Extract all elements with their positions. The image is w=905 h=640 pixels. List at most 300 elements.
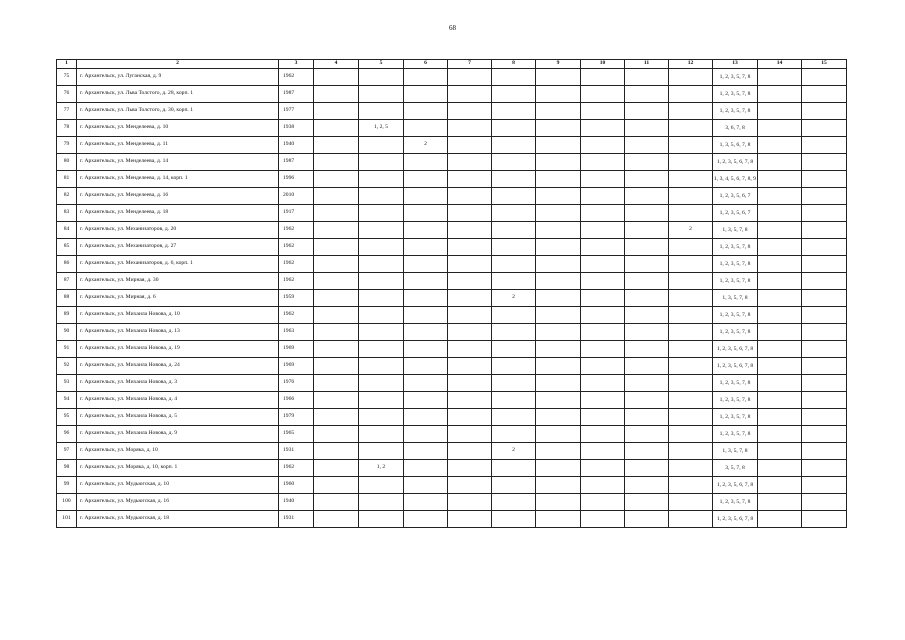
table-cell-col-13: 1, 2, 3, 5, 7, 8 xyxy=(713,256,758,273)
table-cell-col-11 xyxy=(625,222,669,239)
table-cell-col-4 xyxy=(314,511,359,528)
table-cell-col-13: 1, 2, 3, 5, 7, 8 xyxy=(713,324,758,341)
table-cell-col-6 xyxy=(404,290,448,307)
table-cell-col-7 xyxy=(448,358,492,375)
table-cell-col-1: 93 xyxy=(57,375,77,392)
table-row xyxy=(57,171,847,188)
table-cell-col-7 xyxy=(448,477,492,494)
table-cell-col-10 xyxy=(581,375,625,392)
table-cell-col-4 xyxy=(314,188,359,205)
table-cell-col-6 xyxy=(404,188,448,205)
table-cell-col-14 xyxy=(758,171,802,188)
table-cell-col-9 xyxy=(536,477,581,494)
table-cell-col-12 xyxy=(669,375,713,392)
table-cell-col-7 xyxy=(448,426,492,443)
table-cell-col-1: 88 xyxy=(57,290,77,307)
table-cell-col-1: 86 xyxy=(57,256,77,273)
table-cell-col-5 xyxy=(359,307,404,324)
table-cell-col-15 xyxy=(802,477,847,494)
table-cell-col-9 xyxy=(536,460,581,477)
table-cell-col-12 xyxy=(669,324,713,341)
table-cell-col-6 xyxy=(404,511,448,528)
table-cell-col-8 xyxy=(492,239,536,256)
table-cell-col-15 xyxy=(802,358,847,375)
table-cell-col-4 xyxy=(314,324,359,341)
table-cell-col-8 xyxy=(492,426,536,443)
table-cell-col-7 xyxy=(448,273,492,290)
table-cell-col-4 xyxy=(314,443,359,460)
table-cell-col-2: г. Архангельск, ул. Льва Толстого, д. 30, корп. 1 xyxy=(77,103,279,120)
table-cell-col-15 xyxy=(802,494,847,511)
table-cell-col-4 xyxy=(314,171,359,188)
table-cell-col-1: 77 xyxy=(57,103,77,120)
column-header-12: 12 xyxy=(669,60,713,69)
table-cell-col-15 xyxy=(802,307,847,324)
table-cell-col-11 xyxy=(625,154,669,171)
table-cell-col-3: 1962 xyxy=(279,460,314,477)
table-cell-col-5 xyxy=(359,409,404,426)
table-cell-col-10 xyxy=(581,511,625,528)
table-cell-col-6: 2 xyxy=(404,137,448,154)
table-cell-col-5 xyxy=(359,239,404,256)
table-cell-col-8 xyxy=(492,494,536,511)
table-cell-col-7 xyxy=(448,69,492,86)
table-cell-col-8 xyxy=(492,256,536,273)
table-cell-col-12 xyxy=(669,137,713,154)
table-cell-col-3: 1960 xyxy=(279,477,314,494)
table-cell-col-13: 3, 5, 7, 8 xyxy=(713,460,758,477)
table-cell-col-4 xyxy=(314,239,359,256)
table-cell-col-8 xyxy=(492,375,536,392)
table-cell-col-14 xyxy=(758,460,802,477)
table-cell-col-4 xyxy=(314,256,359,273)
table-cell-col-7 xyxy=(448,511,492,528)
table-cell-col-3: 1966 xyxy=(279,392,314,409)
table-cell-col-11 xyxy=(625,86,669,103)
table-cell-col-14 xyxy=(758,222,802,239)
table-cell-col-13: 1, 2, 3, 5, 6, 7 xyxy=(713,188,758,205)
table-cell-col-2: г. Архангельск, ул. Михаила Новова, д. 3 xyxy=(77,375,279,392)
table-cell-col-11 xyxy=(625,69,669,86)
table-cell-col-12 xyxy=(669,69,713,86)
table-cell-col-8: 2 xyxy=(492,443,536,460)
table-cell-col-14 xyxy=(758,426,802,443)
table-cell-col-12 xyxy=(669,273,713,290)
table-cell-col-1: 75 xyxy=(57,69,77,86)
table-cell-col-14 xyxy=(758,69,802,86)
table-cell-col-7 xyxy=(448,494,492,511)
table-cell-col-14 xyxy=(758,511,802,528)
table-cell-col-13: 1, 2, 3, 5, 6, 7, 8 xyxy=(713,511,758,528)
table-cell-col-3: 1962 xyxy=(279,239,314,256)
table-cell-col-1: 97 xyxy=(57,443,77,460)
table-cell-col-8 xyxy=(492,120,536,137)
table-cell-col-14 xyxy=(758,137,802,154)
table-cell-col-12 xyxy=(669,494,713,511)
table-cell-col-12 xyxy=(669,307,713,324)
table-cell-col-1: 94 xyxy=(57,392,77,409)
table-cell-col-2: г. Архангельск, ул. Мирная, д. 6 xyxy=(77,290,279,307)
table-cell-col-6 xyxy=(404,273,448,290)
table-cell-col-4 xyxy=(314,137,359,154)
table-cell-col-3: 1931 xyxy=(279,511,314,528)
table-cell-col-11 xyxy=(625,341,669,358)
table-cell-col-11 xyxy=(625,120,669,137)
table-cell-col-15 xyxy=(802,375,847,392)
table-row xyxy=(57,494,847,511)
table-cell-col-12 xyxy=(669,511,713,528)
table-cell-col-11 xyxy=(625,358,669,375)
table-row xyxy=(57,324,847,341)
table-cell-col-10 xyxy=(581,154,625,171)
table-cell-col-15 xyxy=(802,341,847,358)
table-cell-col-10 xyxy=(581,443,625,460)
table-cell-col-2: г. Архангельск, ул. Механизаторов, д. 27 xyxy=(77,239,279,256)
table-cell-col-1: 76 xyxy=(57,86,77,103)
table-cell-col-13: 1, 3, 5, 7, 8 xyxy=(713,222,758,239)
table-cell-col-8 xyxy=(492,205,536,222)
table-cell-col-7 xyxy=(448,375,492,392)
table-cell-col-10 xyxy=(581,222,625,239)
table-cell-col-15 xyxy=(802,205,847,222)
table-cell-col-10 xyxy=(581,341,625,358)
table-cell-col-15 xyxy=(802,86,847,103)
table-cell-col-13: 1, 2, 3, 5, 6, 7, 8 xyxy=(713,154,758,171)
table-row xyxy=(57,239,847,256)
table-cell-col-13: 3, 6, 7, 8 xyxy=(713,120,758,137)
table-cell-col-14 xyxy=(758,375,802,392)
table-cell-col-9 xyxy=(536,171,581,188)
table-cell-col-1: 84 xyxy=(57,222,77,239)
table-cell-col-11 xyxy=(625,307,669,324)
table-cell-col-12 xyxy=(669,86,713,103)
table-cell-col-8 xyxy=(492,273,536,290)
table-cell-col-2: г. Архангельск, ул. Мудьюгская, д. 18 xyxy=(77,511,279,528)
table-cell-col-9 xyxy=(536,222,581,239)
table-cell-col-2: г. Архангельск, ул. Механизаторов, д. 20 xyxy=(77,222,279,239)
table-cell-col-6 xyxy=(404,494,448,511)
column-header-2: 2 xyxy=(77,60,279,69)
table-cell-col-8 xyxy=(492,324,536,341)
table-cell-col-15 xyxy=(802,443,847,460)
table-cell-col-12 xyxy=(669,188,713,205)
table-cell-col-3: 1917 xyxy=(279,205,314,222)
table-cell-col-6 xyxy=(404,154,448,171)
table-cell-col-4 xyxy=(314,392,359,409)
table-cell-col-1: 91 xyxy=(57,341,77,358)
table-cell-col-2: г. Архангельск, ул. Михаила Новова, д. 10 xyxy=(77,307,279,324)
table-cell-col-15 xyxy=(802,256,847,273)
table-cell-col-4 xyxy=(314,290,359,307)
table-cell-col-6 xyxy=(404,120,448,137)
table-cell-col-11 xyxy=(625,103,669,120)
table-cell-col-3: 1965 xyxy=(279,426,314,443)
table-row xyxy=(57,511,847,528)
column-header-3: 3 xyxy=(279,60,314,69)
table-cell-col-5 xyxy=(359,137,404,154)
table-cell-col-4 xyxy=(314,86,359,103)
table-cell-col-1: 90 xyxy=(57,324,77,341)
table-cell-col-14 xyxy=(758,443,802,460)
table-cell-col-6 xyxy=(404,392,448,409)
table-cell-col-3: 1931 xyxy=(279,443,314,460)
table-row xyxy=(57,375,847,392)
table-cell-col-13: 1, 2, 3, 5, 6, 7, 8 xyxy=(713,341,758,358)
table-cell-col-2: г. Архангельск, ул. Мудьюгская, д. 10 xyxy=(77,477,279,494)
table-cell-col-8 xyxy=(492,477,536,494)
table-cell-col-9 xyxy=(536,358,581,375)
table-cell-col-6 xyxy=(404,307,448,324)
table-cell-col-2: г. Архангельск, ул. Михаила Новова, д. 24 xyxy=(77,358,279,375)
table-cell-col-9 xyxy=(536,426,581,443)
table-cell-col-10 xyxy=(581,69,625,86)
table-cell-col-12 xyxy=(669,443,713,460)
table-cell-col-9 xyxy=(536,86,581,103)
table-cell-col-10 xyxy=(581,307,625,324)
table-cell-col-10 xyxy=(581,409,625,426)
table-cell-col-8 xyxy=(492,137,536,154)
table-cell-col-8 xyxy=(492,188,536,205)
table-cell-col-8 xyxy=(492,392,536,409)
table-cell-col-3: 1987 xyxy=(279,154,314,171)
table-cell-col-12 xyxy=(669,171,713,188)
table-cell-col-14 xyxy=(758,477,802,494)
table-cell-col-8 xyxy=(492,511,536,528)
table-cell-col-12 xyxy=(669,409,713,426)
table-cell-col-3: 1940 xyxy=(279,494,314,511)
table-cell-col-5 xyxy=(359,256,404,273)
table-cell-col-9 xyxy=(536,120,581,137)
table-cell-col-14 xyxy=(758,307,802,324)
table-cell-col-4 xyxy=(314,494,359,511)
table-cell-col-5 xyxy=(359,188,404,205)
table-cell-col-11 xyxy=(625,290,669,307)
table-cell-col-1: 101 xyxy=(57,511,77,528)
table-cell-col-10 xyxy=(581,392,625,409)
table-cell-col-14 xyxy=(758,86,802,103)
table-cell-col-6 xyxy=(404,460,448,477)
column-header-11: 11 xyxy=(625,60,669,69)
column-header-9: 9 xyxy=(536,60,581,69)
table-cell-col-5 xyxy=(359,494,404,511)
table-cell-col-5 xyxy=(359,426,404,443)
table-cell-col-12 xyxy=(669,103,713,120)
table-cell-col-10 xyxy=(581,460,625,477)
table-cell-col-7 xyxy=(448,290,492,307)
table-cell-col-15 xyxy=(802,290,847,307)
table-cell-col-9 xyxy=(536,273,581,290)
table-cell-col-9 xyxy=(536,443,581,460)
table-cell-col-3: 1976 xyxy=(279,375,314,392)
table-cell-col-13: 1, 2, 3, 5, 7, 8 xyxy=(713,86,758,103)
table-cell-col-9 xyxy=(536,205,581,222)
table-cell-col-13: 1, 2, 3, 5, 7, 8 xyxy=(713,69,758,86)
table-cell-col-6 xyxy=(404,103,448,120)
table-row xyxy=(57,409,847,426)
table-cell-col-9 xyxy=(536,103,581,120)
table-cell-col-13: 1, 2, 3, 5, 7, 8 xyxy=(713,375,758,392)
table-cell-col-7 xyxy=(448,341,492,358)
table-cell-col-2: г. Архангельск, ул. Механизаторов, д. 6, корп. 1 xyxy=(77,256,279,273)
table-cell-col-13: 1, 2, 3, 5, 7, 8 xyxy=(713,103,758,120)
table-cell-col-5: 1, 2, 5 xyxy=(359,120,404,137)
table-cell-col-3: 1977 xyxy=(279,103,314,120)
column-header-4: 4 xyxy=(314,60,359,69)
table-row xyxy=(57,188,847,205)
table-cell-col-8 xyxy=(492,307,536,324)
table-cell-col-11 xyxy=(625,375,669,392)
table-cell-col-15 xyxy=(802,460,847,477)
table-row xyxy=(57,443,847,460)
table-cell-col-9 xyxy=(536,188,581,205)
table-cell-col-2: г. Архангельск, ул. Михаила Новова, д. 13 xyxy=(77,324,279,341)
table-cell-col-11 xyxy=(625,324,669,341)
table-cell-col-1: 98 xyxy=(57,460,77,477)
table-cell-col-7 xyxy=(448,86,492,103)
table-cell-col-10 xyxy=(581,477,625,494)
table-cell-col-13: 1, 2, 3, 5, 7, 8 xyxy=(713,273,758,290)
table-cell-col-7 xyxy=(448,222,492,239)
table-cell-col-1: 83 xyxy=(57,205,77,222)
table-cell-col-15 xyxy=(802,188,847,205)
table-cell-col-11 xyxy=(625,443,669,460)
table-cell-col-4 xyxy=(314,341,359,358)
table-cell-col-11 xyxy=(625,256,669,273)
table-cell-col-4 xyxy=(314,120,359,137)
table-cell-col-4 xyxy=(314,154,359,171)
table-cell-col-10 xyxy=(581,324,625,341)
table-cell-col-10 xyxy=(581,290,625,307)
table-cell-col-13: 1, 2, 3, 5, 7, 8 xyxy=(713,307,758,324)
table-cell-col-14 xyxy=(758,494,802,511)
table-cell-col-11 xyxy=(625,477,669,494)
table-cell-col-12 xyxy=(669,477,713,494)
table-cell-col-11 xyxy=(625,239,669,256)
table-cell-col-9 xyxy=(536,392,581,409)
table-cell-col-2: г. Архангельск, ул. Михаила Новова, д. 5 xyxy=(77,409,279,426)
table-cell-col-5 xyxy=(359,511,404,528)
table-cell-col-6 xyxy=(404,324,448,341)
table-cell-col-14 xyxy=(758,358,802,375)
table-cell-col-2: г. Архангельск, ул. Менделеева, д. 14, корп. 1 xyxy=(77,171,279,188)
table-cell-col-2: г. Архангельск, ул. Менделеева, д. 10 xyxy=(77,120,279,137)
table-cell-col-2: г. Архангельск, ул. Луганская, д. 9 xyxy=(77,69,279,86)
table-cell-col-5 xyxy=(359,205,404,222)
table-cell-col-7 xyxy=(448,324,492,341)
table-cell-col-15 xyxy=(802,171,847,188)
table-cell-col-10 xyxy=(581,137,625,154)
table-cell-col-3: 1996 xyxy=(279,171,314,188)
table-cell-col-4 xyxy=(314,460,359,477)
table-cell-col-9 xyxy=(536,154,581,171)
table-cell-col-8 xyxy=(492,86,536,103)
table-cell-col-11 xyxy=(625,273,669,290)
table-cell-col-8: 2 xyxy=(492,290,536,307)
table-cell-col-15 xyxy=(802,426,847,443)
table-cell-col-5 xyxy=(359,358,404,375)
table-cell-col-7 xyxy=(448,103,492,120)
table-cell-col-7 xyxy=(448,307,492,324)
table-cell-col-5: 1, 2 xyxy=(359,460,404,477)
table-cell-col-10 xyxy=(581,120,625,137)
column-header-13: 13 xyxy=(713,60,758,69)
table-cell-col-7 xyxy=(448,188,492,205)
table-cell-col-14 xyxy=(758,409,802,426)
table-row xyxy=(57,69,847,86)
table-row xyxy=(57,137,847,154)
table-cell-col-7 xyxy=(448,392,492,409)
column-header-14: 14 xyxy=(758,60,802,69)
table-cell-col-6 xyxy=(404,256,448,273)
table-cell-col-2: г. Архангельск, ул. Михаила Новова, д. 19 xyxy=(77,341,279,358)
table-cell-col-3: 1987 xyxy=(279,86,314,103)
table-cell-col-8 xyxy=(492,222,536,239)
table-cell-col-5 xyxy=(359,392,404,409)
table-cell-col-15 xyxy=(802,392,847,409)
table-cell-col-13: 1, 2, 3, 5, 6, 7, 8 xyxy=(713,358,758,375)
table-cell-col-5 xyxy=(359,477,404,494)
table-cell-col-10 xyxy=(581,171,625,188)
table-cell-col-10 xyxy=(581,256,625,273)
table-cell-col-3: 1940 xyxy=(279,137,314,154)
table-cell-col-1: 95 xyxy=(57,409,77,426)
table-cell-col-9 xyxy=(536,290,581,307)
table-cell-col-11 xyxy=(625,460,669,477)
table-cell-col-12 xyxy=(669,426,713,443)
table-cell-col-4 xyxy=(314,409,359,426)
table-cell-col-15 xyxy=(802,273,847,290)
table-row xyxy=(57,103,847,120)
table-cell-col-12 xyxy=(669,256,713,273)
table-cell-col-1: 87 xyxy=(57,273,77,290)
table-cell-col-3: 2010 xyxy=(279,188,314,205)
table-cell-col-15 xyxy=(802,120,847,137)
table-cell-col-5 xyxy=(359,86,404,103)
table-cell-col-8 xyxy=(492,171,536,188)
table-cell-col-6 xyxy=(404,239,448,256)
table-cell-col-14 xyxy=(758,290,802,307)
table-cell-col-11 xyxy=(625,494,669,511)
table-cell-col-9 xyxy=(536,341,581,358)
table-cell-col-10 xyxy=(581,358,625,375)
table-row xyxy=(57,460,847,477)
table-cell-col-4 xyxy=(314,222,359,239)
column-header-7: 7 xyxy=(448,60,492,69)
table-cell-col-4 xyxy=(314,426,359,443)
table-row xyxy=(57,477,847,494)
table-cell-col-1: 85 xyxy=(57,239,77,256)
table-cell-col-3: 1963 xyxy=(279,324,314,341)
table-cell-col-9 xyxy=(536,307,581,324)
table-row xyxy=(57,341,847,358)
page-number: 68 xyxy=(449,24,456,32)
table-cell-col-9 xyxy=(536,324,581,341)
table-cell-col-7 xyxy=(448,239,492,256)
table-cell-col-1: 80 xyxy=(57,154,77,171)
table-cell-col-1: 92 xyxy=(57,358,77,375)
table-cell-col-4 xyxy=(314,375,359,392)
table-cell-col-7 xyxy=(448,120,492,137)
table-cell-col-13: 1, 3, 4, 5, 6, 7, 8, 9 xyxy=(713,171,758,188)
table-cell-col-3: 1962 xyxy=(279,222,314,239)
table-cell-col-14 xyxy=(758,341,802,358)
table-cell-col-7 xyxy=(448,154,492,171)
table-cell-col-9 xyxy=(536,239,581,256)
table-cell-col-1: 78 xyxy=(57,120,77,137)
table-cell-col-13: 1, 3, 5, 7, 8 xyxy=(713,443,758,460)
table-cell-col-6 xyxy=(404,341,448,358)
table-cell-col-1: 100 xyxy=(57,494,77,511)
